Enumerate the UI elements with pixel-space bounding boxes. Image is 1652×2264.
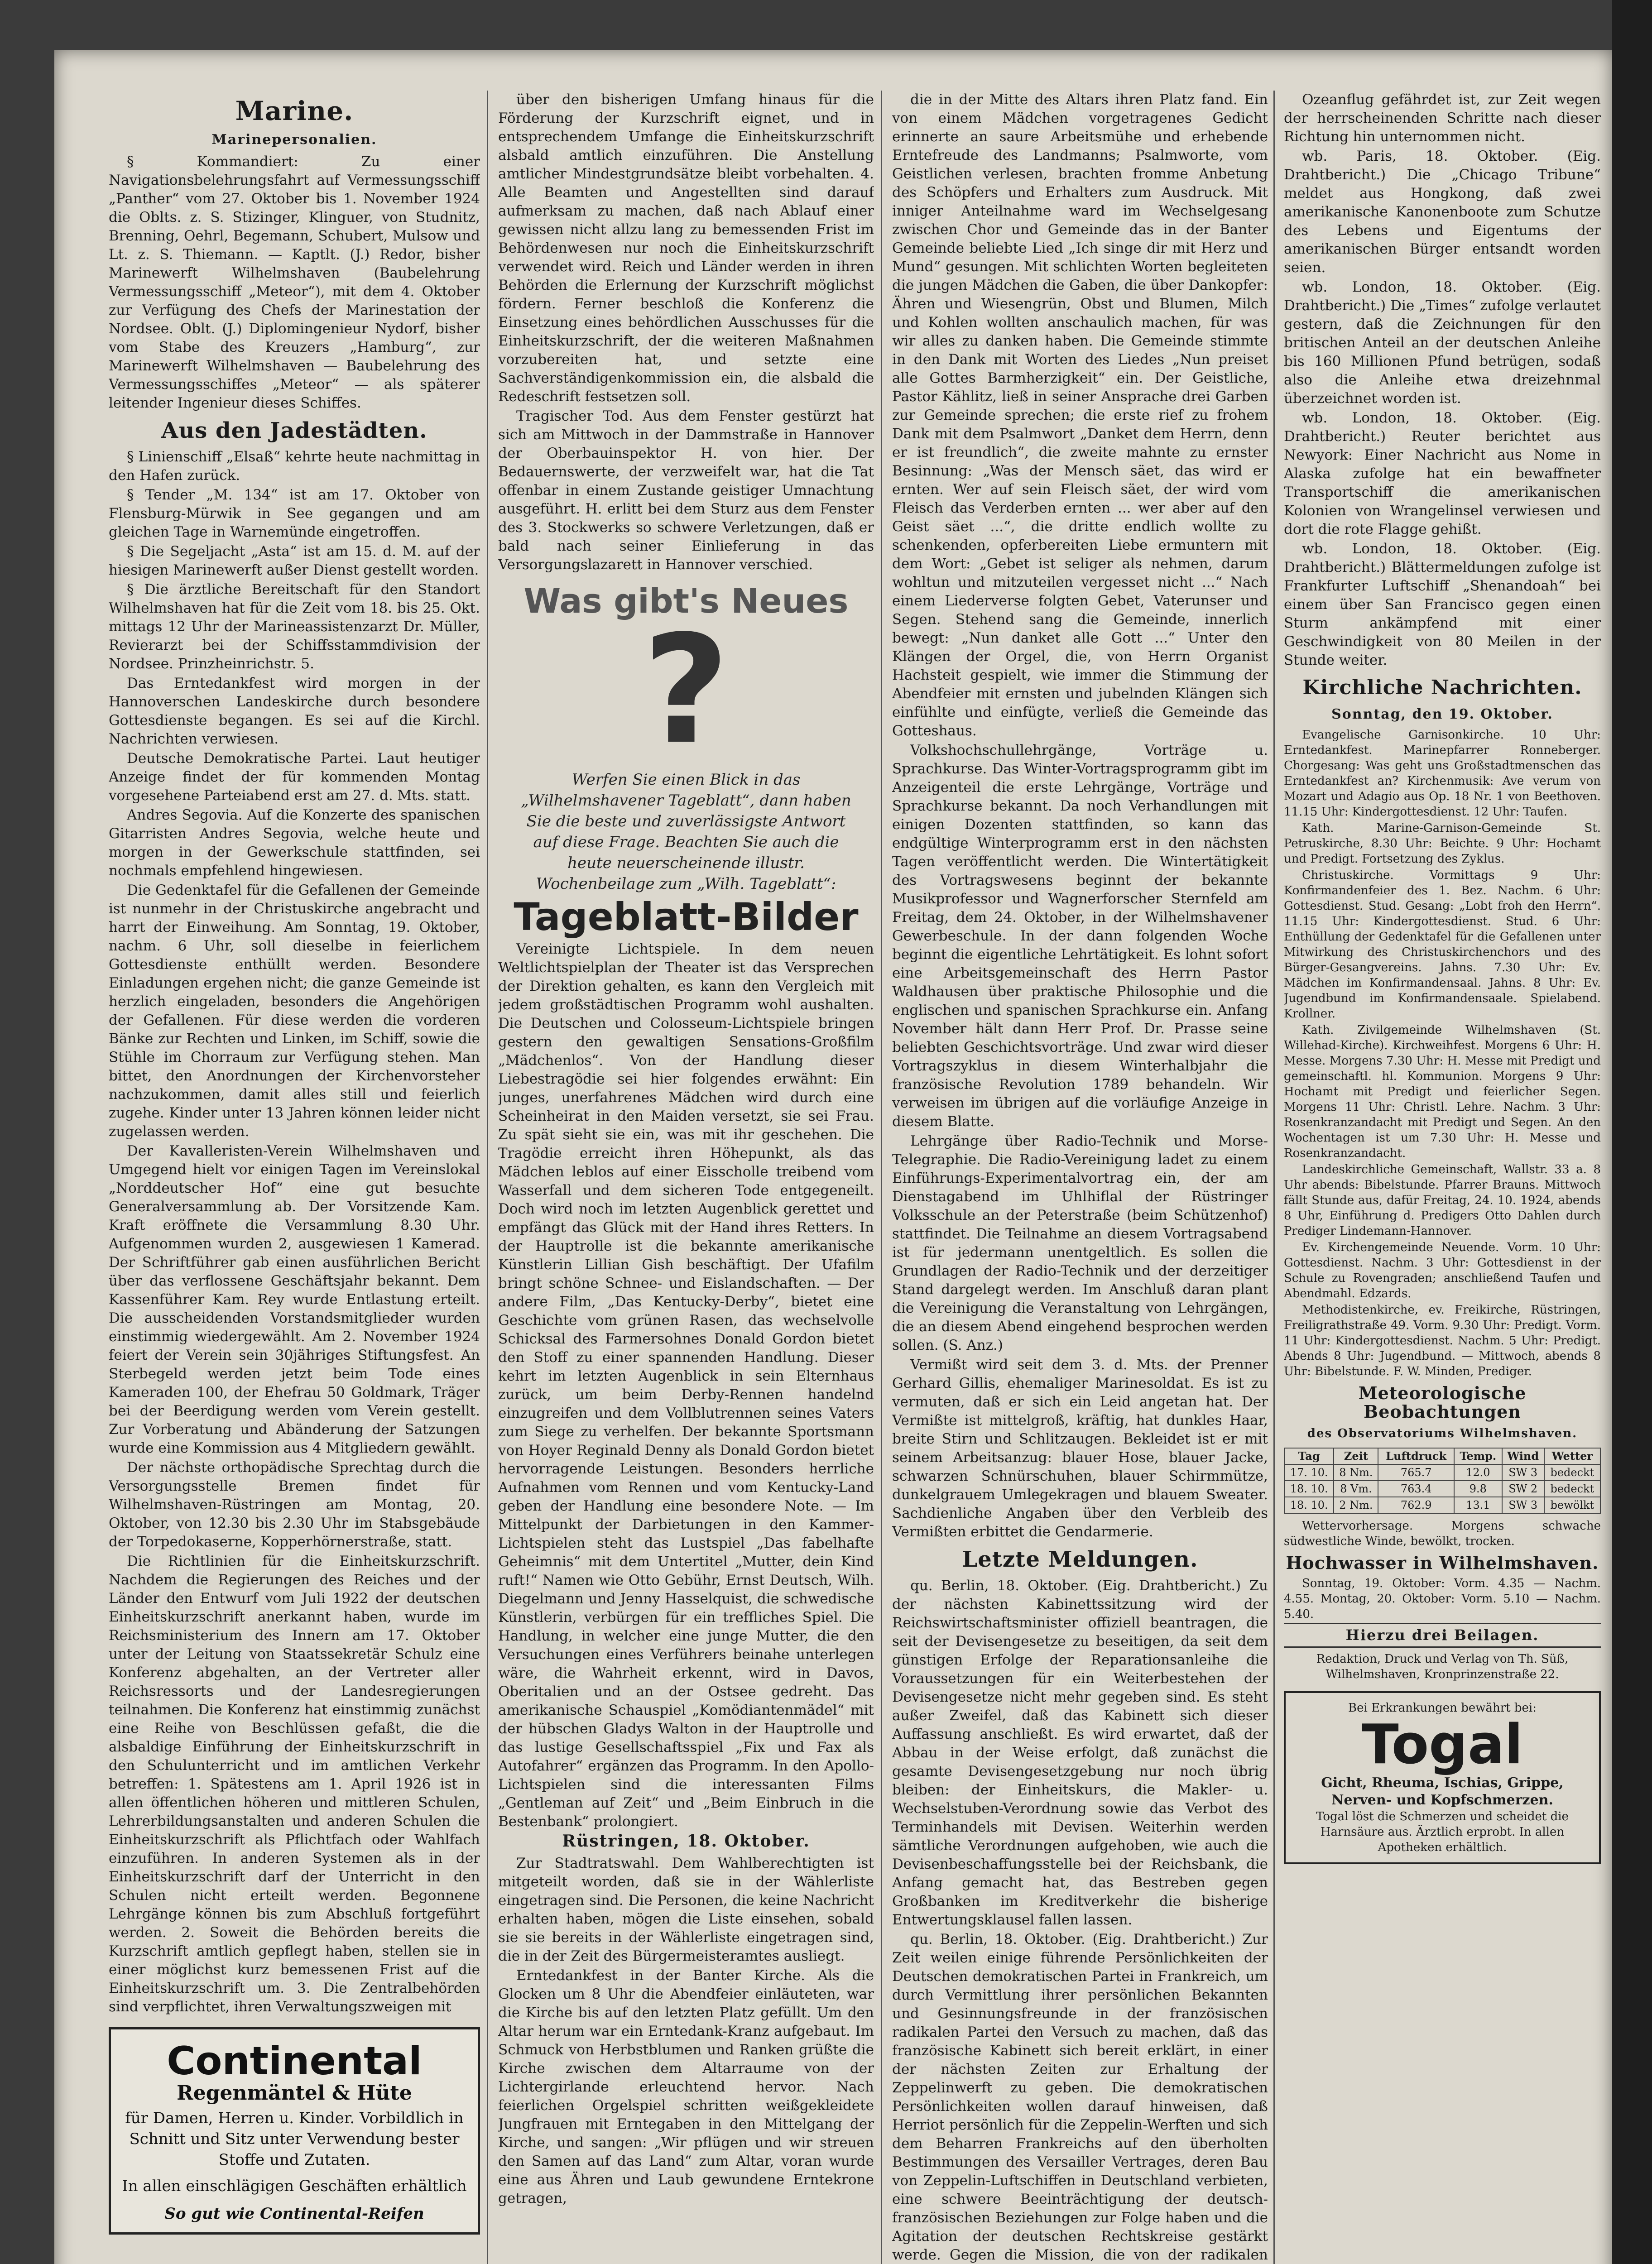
meteo-cell: 762.9 xyxy=(1378,1497,1454,1513)
kirchliche-heading: Kirchliche Nachrichten. xyxy=(1302,676,1582,699)
meteo-cell: bedeckt xyxy=(1544,1464,1600,1481)
column-2 xyxy=(498,91,874,2264)
continental-ad-subtitle: Regenmäntel & Hüte xyxy=(177,2082,412,2105)
meteo-cell: SW 3 xyxy=(1502,1497,1544,1513)
article: § Die ärztliche Bereitschaft für den Standort Wilhelmshaven hat für die Zeit vom 18. bis 25. Okt. mittags 12 Uhr der Marineassistenzarzt Dr. Müller, Revierarzt bei der Schiffsstammdivision der Nordsee. Prinzheinrichstr. 5. xyxy=(109,581,480,672)
meteo-cell: 13.1 xyxy=(1454,1497,1502,1513)
tageblatt-ad-headline: Was gibt's Neues xyxy=(523,582,849,621)
church-notice: Evangelische Garnisonkirche. 10 Uhr: Erntedankfest. Marinepfarrer Ronneberger. Chorgesang: Was geht uns Großstadtmenschen das Erntedankfest an? Kirchenmusik: Ave verum von Mozart und Adagio aus Op. 18 Nr. 1 von Beethoven. 11.15 Uhr: Kindergottesdienst. 12 Uhr: Taufen. xyxy=(1284,728,1601,819)
hochwasser-heading: Hochwasser in Wilhelmshaven. xyxy=(1286,1553,1599,1573)
marine-heading: Marine. xyxy=(235,96,354,126)
article: Das Erntedankfest wird morgen in der Hannoverschen Landeskirche durch besondere Gottesdienste begangen. Es sei auf die Kirchl. Nachrichten verwiesen. xyxy=(109,675,480,747)
meteo-header-cell: Tag xyxy=(1284,1448,1334,1464)
meteo-cell: 9.8 xyxy=(1454,1481,1502,1497)
togal-ad-text: Togal löst die Schmerzen und scheidet die Harnsäure aus. Ärztlich erprobt. In allen Apotheken erhältlich. xyxy=(1316,1810,1569,1854)
church-notice: Ev. Kirchengemeinde Neuende. Vorm. 10 Uhr: Gottesdienst. Nachm. 3 Uhr: Gottesdienst in der Schule zu Rovengraden; anschließend Taufen und Abendmahl. Edzards. xyxy=(1284,1241,1601,1300)
article: Volkshochschullehrgänge, Vorträge u. Sprachkurse. Das Winter-Vortragsprogramm gibt im Anzeigenteil die erste Lehrgänge, Vorträge und Sprachkurse bekannt. Da noch Verhandlungen mit einigen Dozenten stattfinden, so kann das endgültige Winterprogramm erst in den nächsten Tagen veröffentlicht werden. Die Wintertätigkeit des Vortragswesens beginnt der bekannte Musikprofessor und Wagnerforscher Sternfeld am Freitag, dem 24. Oktober, in der Wilhelmshavener Gewerbeschule. In der dann folgenden Woche beginnt die eigentliche Lehrtätigkeit. Es lohnt sofort eine Arbeitsgemeinschaft des Herrn Pastor Waldhausen über praktische Philosophie und die englischen und spanischen Sprachkurse ein. Anfang November hält dann Herr Prof. Dr. Prasse seine beliebten Geschichtsvorträge. Und zwar wird dieser Vortragszyklus in diesem Winterhalbjahr die französische Revolution 1789 behandeln. Wir verweisen im übrigen auf die vorläufige Anzeige in diesem Blatte. xyxy=(892,742,1268,1130)
togal-ad-ailments: Gicht, Rheuma, Ischias, Grippe, Nerven- und Kopfschmerzen. xyxy=(1321,1775,1564,1808)
page-edge-shadow xyxy=(1612,0,1652,2264)
hochwasser-times: Sonntag, 19. Oktober: Vorm. 4.35 — Nachm. 4.55. Montag, 20. Oktober: Vorm. 5.10 — Nachm. 5.40. xyxy=(1284,1577,1601,1621)
article: wb. Paris, 18. Oktober. (Eig. Drahtbericht.) Die „Chicago Tribune“ meldet aus Hongkong, daß zwei amerikanische Kanonenboote zum Schutze des Lebens und Eigentums der amerikanischen Bürger entsandt worden seien. xyxy=(1284,148,1601,276)
weather-forecast: Wettervorhersage. Morgens schwache südwestliche Winde, bewölkt, trocken. xyxy=(1284,1519,1601,1548)
article: Die Gedenktafel für die Gefallenen der Gemeinde ist nunmehr in der Christuskirche angebracht und harrt der Einweihung. Am Sonntag, 19. Oktober, nachm. 6 Uhr, soll dieselbe in feierlichem Gottesdienste enthüllt werden. Besondere Einladungen ergehen nicht; die ganze Gemeinde ist herzlich eingeladen, besonders die Angehörigen der Gefallenen. Für diese werden die vorderen Bänke zur Rechten und Linken, im Schiff, sowie die Stühle im Chorraum zur Verfügung stehen. Man bittet, den Anordnungen der Kirchenvorsteher nachzukommen, damit alles still und feierlich zugehe. Kinder unter 13 Jahren können leider nicht zugelassen werden. xyxy=(109,882,480,1140)
church-notice: Methodistenkirche, ev. Freikirche, Rüstringen, Freiligrathstraße 49. Vorm. 9.30 Uhr: Predigt. Vorm. 11 Uhr: Kindergottesdienst. Nachm. 5 Uhr: Predigt. Abends 8 Uhr: Jugendbund. — Mittwoch, abends 8 Uhr: Bibelstunde. F. W. Minden, Prediger. xyxy=(1284,1303,1601,1378)
article: § Linienschiff „Elsaß“ kehrte heute nachmittag in den Hafen zurück. xyxy=(109,449,480,484)
article: Deutsche Demokratische Partei. Laut heutiger Anzeige findet der für kommenden Montag vorgesehene Parteiabend erst am 27. d. Mts. statt. xyxy=(109,750,480,804)
column-3 xyxy=(892,91,1268,2264)
meteo-subheading: des Observatoriums Wilhelmshaven. xyxy=(1307,1427,1578,1440)
meteo-header-cell: Temp. xyxy=(1454,1448,1502,1464)
kirchliche-subheading: Sonntag, den 19. Oktober. xyxy=(1331,706,1553,722)
togal-ad-tagline: Bei Erkrankungen bewährt bei: xyxy=(1348,1701,1537,1715)
article: § Die Segeljacht „Asta“ ist am 15. d. M. auf der hiesigen Marinewerft außer Dienst gestellt worden. xyxy=(109,543,480,578)
article: die in der Mitte des Altars ihren Platz fand. Ein von einem Mädchen vorgetragenes Gedicht erinnerte an saure Arbeitsmühe und erhebende Erntefreude des Landmanns; Psalmworte, vom Geistlichen verlesen, brachten fromme Anbetung des Schöpfers und Erhalters zum Ausdruck. Mit inniger Anteilnahme ward im Wechselgesang zwischen Chor und Gemeinde das in der Banter Gemeinde beliebte Lied „Ich singe dir mit Herz und Mund“ gesungen. Mit schlichten Worten begleiteten die jungen Mädchen die Gaben, die über Dankopfer: Ähren und Wiesengrün, Obst und Blumen, Milch und Kohlen wollten anschaulich machen, für was wir alles zu danken haben. Die Gemeinde stimmte in den Dank mit Worten des Liedes „Nun preiset alle Gottes Barmherzigkeit“ ein. Der Geistliche, Pastor Kählitz, ließ in seiner Ansprache drei Garben zur Gemeinde sprechen; die erste rief zu frohem Dank mit dem Psalmwort „Danket dem Herrn, denn er ist freundlich“, die zweite mahnte zu ernster Besinnung: „Was der Mensch säet, das wird er ernten. Wer auf sein Fleisch säet, der wird vom Fleisch das Verderben ernten ... wer aber auf den Geist säet ...“, die dritte endlich wollte zu schenkenden, opferbereiten Liebe ermuntern mit dem Wort: „Gebet ist seliger als nehmen, darum wohltun und mitzuteilen vergesset nicht ...“ Nach einem Liederverse folgten Gebet, Vaterunser und Segen. Stehend sang die Gemeinde, innerlich bewegt: „Nun danket alle Gott ...“ Unter den Klängen der Orgel, die, von Herrn Organist Hachsteit gespielt, wie immer die Stimmung der Abendfeier mit ernsten und jubelnden Klängen sich einfühlte und einfügte, verließ die Gemeinde das Gotteshaus. xyxy=(892,91,1268,739)
meteo-row xyxy=(1284,1481,1600,1497)
article: wb. London, 18. Oktober. (Eig. Drahtbericht.) Blättermeldungen zufolge ist Frankfurter Luftschiff „Shenandoah“ bei einem über San Francisco gegen einen Sturm ankämpfend mit einer Geschwindigkeit von 80 Meilen in der Stunde weiter. xyxy=(1284,541,1601,668)
article: Vereinigte Lichtspiele. In dem neuen Weltlichtspielplan der Theater ist das Versprechen der Direktion gehalten, es kann den Vergleich mit jedem großstädtischen Programm wohl aushalten. Die Deutschen und Colosseum-Lichtspiele bringen gestern den gewaltigen Sensations-Großfilm „Mädchenlos“. Von der Handlung dieser Liebestragödie sei hier folgendes erwähnt: Ein junges, unerfahrenes Mädchen wird durch eine Scheinheirat in den Maiden versetzt, sie sei Frau. Zu spät sieht sie ein, was mit ihr geschehen. Die Tragödie erreicht ihren Höhepunkt, als das Mädchen leblos auf einer Eisscholle treibend vom Wasserfall und dem sicheren Tode entgegeneilt. Doch wird noch im letzten Augenblick gerettet und empfängt das Glück mit der Hand ihres Retters. In der Hauptrolle ist die bekannte amerikanische Künstlerin Lillian Gish beschäftigt. Der Ufafilm bringt schöne Schnee- und Eislandschaften. — Der andere Film, „Das Kentucky-Derby“, bietet eine Geschichte vom grünen Rasen, das wechselvolle Schicksal des Farmersohnes Donald Gordon bietet den Stoff zu einer spannenden Handlung. Dieser kehrt im letzten Augenblick in sein Elternhaus zurück, um beim Derby-Rennen handelnd einzugreifen und dem Vollblutrennen seines Vaters zum Siege zu verhelfen. Der bekannte Sportsmann von Hoyer Reginald Denny als Donald Gordon bietet hervorragende Leistungen. Besonders herrliche Aufnahmen vom Rennen und vom Kentucky-Land geben der Handlung eine besondere Note. — Im Mittelpunkt der Darbietungen in den Kammer-Lichtspielen steht das Lustspiel „Das fabelhafte Geheimnis“ mit dem Untertitel „Mutter, dein Kind ruft!“ Namen wie Otto Gebühr, Ernst Deutsch, Wilh. Diegelmann und Jenny Hasselquist, die schwedische Künstlerin, verbürgen für ein treffliches Spiel. Die Handlung, in welcher eine junge Mutter, die den Versuchungen eines Verführers beinahe unterlegen wäre, die Wahrheit erkennt, wird in Davos, Oberitalien und an der Ostsee gedreht. Das amerikanische Schauspiel „Komödiantenmädel“ mit der hübschen Gladys Walton in der Hauptrolle und das lustige Gesellschaftsspiel „Fix und Fax als Autofahrer“ ergänzen das Programm. In den Apollo-Lichtspielen sind die interessanten Films „Gentleman auf Zeit“ und „Beim Einbruch in die Bestenbank“ prolongiert. xyxy=(498,941,874,1830)
column-rule xyxy=(1273,91,1275,2264)
meteo-cell: 8 Vm. xyxy=(1334,1481,1378,1497)
meteo-cell: 765.7 xyxy=(1378,1464,1454,1481)
continental-ad-note: In allen einschlägigen Geschäften erhältlich xyxy=(122,2177,467,2195)
tageblatt-ad xyxy=(498,582,874,939)
marine-subheading: Marinepersonalien. xyxy=(211,132,377,148)
imprint: Redaktion, Druck und Verlag von Th. Süß, Wilhelmshaven, Kronprinzenstraße 22. xyxy=(1316,1652,1569,1681)
church-notice: Kath. Marine-Garnison-Gemeinde St. Petruskirche, 8.30 Uhr: Beichte. 9 Uhr: Hochamt und Predigt. Fortsetzung des Zyklus. xyxy=(1284,821,1601,866)
continental-ad xyxy=(109,2027,480,2235)
continental-ad-title: Continental xyxy=(167,2039,422,2084)
meteo-header-cell: Wind xyxy=(1502,1448,1544,1464)
meteo-header-cell: Luftdruck xyxy=(1378,1448,1454,1464)
article: über den bisherigen Umfang hinaus für die Förderung der Kurzschrift eignet, und in entsprechendem Umfange die Einheitskurzschrift alsbald amtlich einzuführen. Die Anstellung amtlicher Mindestgrundsätze bleibt vorbehalten. 4. Alle Beamten und Angestellten sind darauf aufmerksam zu machen, daß nach Ablauf einer gewissen nicht allzu lang zu bemessenden Frist im Behördenwesen nur noch die Einheitskurzschrift verwendet wird. Reich und Länder werden in ihren Behörden die Erlernung der Kurzschrift möglichst fördern. Ferner beschloß die Konferenz die Einsetzung eines behördlichen Ausschusses für die Einheitskurzschrift, der die weiteren Maßnahmen vorzubereiten hat, und setzte eine Sachverständigenkommission ein, die alsbald die Redeschrift festsetzen soll. xyxy=(498,91,874,405)
meteo-cell: bedeckt xyxy=(1544,1481,1600,1497)
meteo-heading: Meteorologische Beobachtungen xyxy=(1358,1383,1527,1422)
continental-ad-slogan: So gut wie Continental-Reifen xyxy=(164,2205,424,2223)
article: wb. London, 18. Oktober. (Eig. Drahtbericht.) Die „Times“ zufolge verlautet gestern, daß die Zeichnungen für den britischen Anteil an der deutschen Anleihe bis 160 Millionen Pfund betrügen, sodaß also die Anleihe etwa dreizehnmal überzeichnet worden ist. xyxy=(1284,279,1601,407)
article: Erntedankfest in der Banter Kirche. Als die Glocken um 8 Uhr die Abendfeier einläuteten, war die Kirche bis auf den letzten Platz gefüllt. Um den Altar herum war ein Erntedank-Kranz aufgebaut. Im Schmuck von Herbstblumen und Ranken grüßte die Kirche zwischen dem Altarraume von der Lichtergirlande erleuchtend hervor. Nach feierlichen Orgelspiel schritten weißgekleidete Jungfrauen mit Erntegaben in den Mittelgang der Kirche, und sangen: „Wir pflügen und wir streuen den Samen auf das Land“ zum Altar, voran wurde eine aus Ähren und Laub gewundene Erntekrone getragen, xyxy=(498,1967,874,2206)
article: Lehrgänge über Radio-Technik und Morse-Telegraphie. Die Radio-Vereinigung ladet zu einem Einführungs-Experimentalvortrag ein, der am Dienstagabend im Uhlhiflal der Rüstringer Volksschule an der Peterstraße (beim Schützenhof) stattfindet. Die Teilnahme an diesem Vortragsabend ist für jedermann unentgeltlich. Es sollen die Grundlagen der Radio-Technik und der derzeitiger Stand dargelegt werden. Im Anschluß daran plant die Vereinigung die Veranstaltung von Lehrgängen, die an diesem Abend eingehend besprochen werden sollen. (S. Anz.) xyxy=(892,1133,1268,1353)
tageblatt-ad-text: Werfen Sie einen Blick in das „Wilhelmshavener Tageblatt“, dann haben Sie die beste und zuverlässigste Antwort auf diese Frage. Beachten Sie auch die heute neuerscheinende illustr. Wochenbeilage zum „Wilh. Tageblatt“: xyxy=(521,771,851,893)
meteo-cell: 2 Nm. xyxy=(1334,1497,1378,1513)
column-4 xyxy=(1284,91,1601,2264)
meteo-cell: SW 3 xyxy=(1502,1464,1544,1481)
question-mark-icon: ? xyxy=(643,603,730,777)
church-notice: Kath. Zivilgemeinde Wilhelmshaven (St. Willehad-Kirche). Kirchweihfest. Morgens 6 Uhr: H. Messe. Morgens 7.30 Uhr: H. Messe mit Predigt und gemeinschaftl. hl. Kommunion. Morgens 9 Uhr: Hochamt mit Predigt und feierlicher Segen. Morgens 11 Uhr: Christl. Lehre. Nachm. 3 Uhr: Rosenkranzandacht mit Predigt und Segen. An den Wochentagen ist um 7.30 Uhr: H. Messe und Rosenkranzandacht. xyxy=(1284,1023,1601,1160)
church-notice: Landeskirchliche Gemeinschaft, Wallstr. 33 a. 8 Uhr abends: Bibelstunde. Pfarrer Brauns. Mittwoch fällt Stunde aus, dafür Freitag, 24. 10. 1924, abends 8 Uhr, Einführung d. Predigers Otto Dahlen durch Prediger Lindemann-Hannover. xyxy=(1284,1163,1601,1238)
article: Zur Stadtratswahl. Dem Wahlberechtigten ist mitgeteilt worden, daß sie in der Wählerliste eingetragen sind. Die Personen, die keine Nachricht erhalten haben, mögen die Liste einsehen, sobald sie sie bereits in der Wählerliste eingetragen sind, die in der Zeit des Bürgermeisteramtes ausliegt. xyxy=(498,1855,874,1964)
letzte-meldungen-heading: Letzte Meldungen. xyxy=(962,1547,1198,1572)
church-notice: Christuskirche. Vormittags 9 Uhr: Konfirmandenfeier des 1. Bez. Nachm. 6 Uhr: Gottesdienst. Stud. Gesang: „Lobt froh den Herrn“. 11.15 Uhr: Kindergottesdienst. Stud. 6 Uhr: Enthüllung der Gedenktafel für die Gefallenen unter Mitwirkung des Christuskirchenchors und des Bürger-Gesangvereins. Jahns. 7.30 Uhr: Ev. Mädchen im Konfirmandensaal. Jahns. 8 Uhr: Ev. Jugendbund im Konfirmandensaale. Spielabend. Krollner. xyxy=(1284,868,1601,1021)
meteo-header-cell: Zeit xyxy=(1334,1448,1378,1464)
column-rule xyxy=(487,91,488,2264)
meteo-cell: 17. 10. xyxy=(1284,1464,1334,1481)
meteo-row xyxy=(1284,1464,1600,1481)
article: § Tender „M. 134“ ist am 17. Oktober von Flensburg-Mürwik in See gegangen und am gleichen Tage in Warnemünde eingetroffen. xyxy=(109,487,480,540)
article: Tragischer Tod. Aus dem Fenster gestürzt hat sich am Mittwoch in der Dammstraße in Hannover der Oberbauinspektor H. von hier. Der Bedauernswerte, der verzweifelt war, hat die Tat offenbar in einem Zustande geistiger Umnachtung ausgeführt. H. erlitt bei dem Sturz aus dem Fenster des 3. Stockwerks so schwere Verletzungen, daß er bald nach seiner Einlieferung in das Versorgungslazarett in Hannover verschied. xyxy=(498,408,874,573)
article: Der nächste orthopädische Sprechtag durch die Versorgungsstelle Bremen findet für Wilhelmshaven-Rüstringen am Montag, 20. Oktober, von 12.30 bis 2.30 Uhr im Stabsgebäude der Torpedokaserne, Kopperhörnerstraße, statt. xyxy=(109,1459,480,1550)
column-1 xyxy=(109,91,480,2264)
meteo-table xyxy=(1284,1448,1601,1514)
tageblatt-ad-title: Tageblatt-Bilder xyxy=(514,895,859,939)
meteo-row xyxy=(1284,1497,1600,1513)
meteo-cell: 18. 10. xyxy=(1284,1497,1334,1513)
article: qu. Berlin, 18. Oktober. (Eig. Drahtbericht.) Zu der nächsten Kabinettssitzung wird der Reichswirtschaftsminister offiziell beantragen, die seit der Devisengesetze zu beseitigen, da seit dem günstigen Erfolge der Reparationsanleihe die Voraussetzungen für ein Weiterbestehen der Devisengesetze nicht mehr gegeben sind. Es steht außer Zweifel, daß das Kabinett sich dieser Auffassung anschließt. Es wird erwartet, daß der Abbau in der Weise erfolgt, daß zunächst die gesamte Devisengesetzgebung nur noch übrig bleiben: der Einheitskurs, die Makler- u. Wechselstuben-Verordnung sowie das Verbot des Terminhandels mit Devisen. Weiterhin werden sämtliche Verordnungen aufgehoben, wie auch die Devisenbeschaffungsstelle bei der Reichsbank, die Anfang gemacht hat, das Bestreben gegen Großbanken im Kreditverkehr die bisherige Entwertungsklausel fallen lassen. xyxy=(892,1578,1268,1928)
togal-ad xyxy=(1284,1691,1601,1864)
article: qu. Berlin, 18. Oktober. (Eig. Drahtbericht.) Zur Zeit weilen einige führende Persönlichkeiten der Deutschen demokratischen Partei in Frankreich, um durch Vermittlung ihrer persönlichen Bekannten und Gesinnungsfreunde in der französischen radikalen Partei den Versuch zu machen, daß das französische Kabinett sich bereit erklärt, in einer der nächsten Zeiten zur Erhaltung der Zeppelinwerft zu geben. Die demokratischen Persönlichkeiten wollen darauf hinweisen, daß Herriot persönlich für die Zeppelin-Werften und sich dem Beharren Frankreichs auf den überholten Bestimmungen des Versailler Vertrages, deren Bau von Zeppelin-Luftschiffen in Deutschland verbieten, eine schwere Beeinträchtigung der deutsch-französischen Beziehungen zur Folge haben und die Agitation der deutschen Rechtskreise gestärkt werde. Gegen die Mission, die von der radikalen xyxy=(892,1931,1268,2263)
continental-ad-body: für Damen, Herren u. Kinder. Vorbildlich in Schnitt und Sitz unter Verwendung bester Stoffe und Zutaten. xyxy=(125,2109,464,2169)
article: Die Richtlinien für die Einheitskurzschrift. Nachdem die Regierungen des Reiches und der Länder den Entwurf vom Juli 1922 der deutschen Einheitskurzschrift anerkannt haben, wurde im Reichsministerium des Innern am 17. Oktober unter der Leitung von Staatssekretär Schulz eine Konferenz abgehalten, an der Vertreter aller Reichsressorts und der Landesregierungen teilnahmen. Die Konferenz hat einstimmig zunächst eine Reihe von Beschlüssen gefaßt, die die alsbaldige Einführung der Einheitskurzschrift in den Schulunterricht und im amtlichen Verkehr betreffen: 1. Spätestens am 1. April 1926 ist in allen öffentlichen höheren und mittleren Schulen, Lehrerbildungsanstalten und anderen Schulen die Einheitskurzschrift als Pflichtfach oder Wahlfach einzuführen. In anderen Systemen als in der Einheitskurzschrift darf der Unterricht in den Schulen nicht erteilt werden. Begonnene Lehrgänge können bis zum Abschluß fortgeführt werden. 2. Soweit die Behörden bereits die Kurzschrift amtlich gepflegt haben, stellen sie in einer möglichst kurz bemessenen Frist auf die Einheitskurzschrift um. 3. Die Zentralbehörden sind verpflichtet, ihren Verwaltungszweigen mit xyxy=(109,1553,480,2015)
column-rule xyxy=(881,91,882,2264)
marine-article: § Kommandiert: Zu einer Navigationsbelehrungsfahrt auf Vermessungsschiff „Panther“ vom 27. Oktober bis 1. November 1924 die Oblts. z. S. Stizinger, Klinguer, von Studnitz, Brenning, Oehrl, Begemann, Schubert, Mulsow und Lt. z. S. Thiemann. — Kaptlt. (J.) Redor, bisher Marinewerft Wilhelmshaven (Baubelehrung Vermessungsschiff „Meteor“), mit dem 4. Oktober zur Verfügung des Chefs der Marinestation der Nordsee. Oblt. (J.) Diplomingenieur Nydorf, bisher vom Stabe des Kreuzers „Hamburg“, zur Marinewerft Wilhelmshaven — Baubelehrung des Vermessungsschiffes „Meteor“ — als späterer leitender Ingenieur dieses Schiffes. xyxy=(109,153,480,411)
article: wb. London, 18. Oktober. (Eig. Drahtbericht.) Reuter berichtet aus Newyork: Einer Nachricht aus Nome in Alaska zufolge hat ein bewaffneter Transportschiff die amerikanischen Kolonien von Wrangelinsel verwiesen und dort die rote Flagge gehißt. xyxy=(1284,410,1601,537)
article: Der Kavalleristen-Verein Wilhelmshaven und Umgegend hielt vor einigen Tagen im Vereinslokal „Norddeutscher Hof“ eine gut besuchte Generalversammlung ab. Der Vorsitzende Kam. Kraft eröffnete die Versammlung 8.30 Uhr. Aufgenommen wurden 2, ausgewiesen 1 Kamerad. Der Schriftführer gab einen ausführlichen Bericht über das verflossene Geschäftsjahr bekannt. Dem Kassenführer Kam. Rey wurde Entlastung erteilt. Die ausscheidenden Vorstandsmitglieder wurden einstimmig wiedergewählt. Am 2. November 1924 feiert der Verein sein 30jähriges Stiftungsfest. An Sterbegeld werden jetzt beim Tode eines Kameraden 100, der Ehefrau 50 Goldmark, Träger bei der Beerdigung werden vom Verein gestellt. Zur Vorberatung und Abänderung der Satzungen wurde eine Kommission aus 4 Mitgliedern gewählt. xyxy=(109,1143,480,1456)
meteo-cell: bewölkt xyxy=(1544,1497,1600,1513)
article: Ozeanflug gefährdet ist, zur Zeit wegen der herrscheinenden Schritte nach dieser Richtung hin unternommen nicht. xyxy=(1284,91,1601,145)
meteo-header-cell: Wetter xyxy=(1544,1448,1600,1464)
ruestringen-dateline: Rüstringen, 18. Oktober. xyxy=(562,1832,810,1851)
meteo-cell: 8 Nm. xyxy=(1334,1464,1378,1481)
togal-ad-logo: Togal xyxy=(1361,1713,1523,1776)
meteo-cell: 763.4 xyxy=(1378,1481,1454,1497)
jade-heading: Aus den Jadestädten. xyxy=(161,418,427,443)
article: Andres Segovia. Auf die Konzerte des spanischen Gitarristen Andres Segovia, welche heute und morgen in der Gewerkschule stattfinden, sei nochmals empfehlend hingewiesen. xyxy=(109,807,480,879)
article: Vermißt wird seit dem 3. d. Mts. der Prenner Gerhard Gillis, ehemaliger Marinesoldat. Es ist zu vermuten, daß er sich ein Leid angetan hat. Der Vermißte ist mittelgroß, kräftig, hat dunkles Haar, breite Stirn und Schlitzaugen. Bekleidet ist er mit seinem Arbeitsanzug: blauer Hose, blauer Jacke, schwarzen Schnürschuhen, blauer Schirmmütze, dunkelgrauem Umlegekragen und blauem Sweater. Sachdienliche Angaben über den Verbleib des Vermißten erbittet die Gendarmerie. xyxy=(892,1357,1268,1540)
meteo-cell: 12.0 xyxy=(1454,1464,1502,1481)
beilagen-note: Hierzu drei Beilagen. xyxy=(1284,1623,1601,1648)
meteo-cell: 18. 10. xyxy=(1284,1481,1334,1497)
meteo-cell: SW 2 xyxy=(1502,1481,1544,1497)
